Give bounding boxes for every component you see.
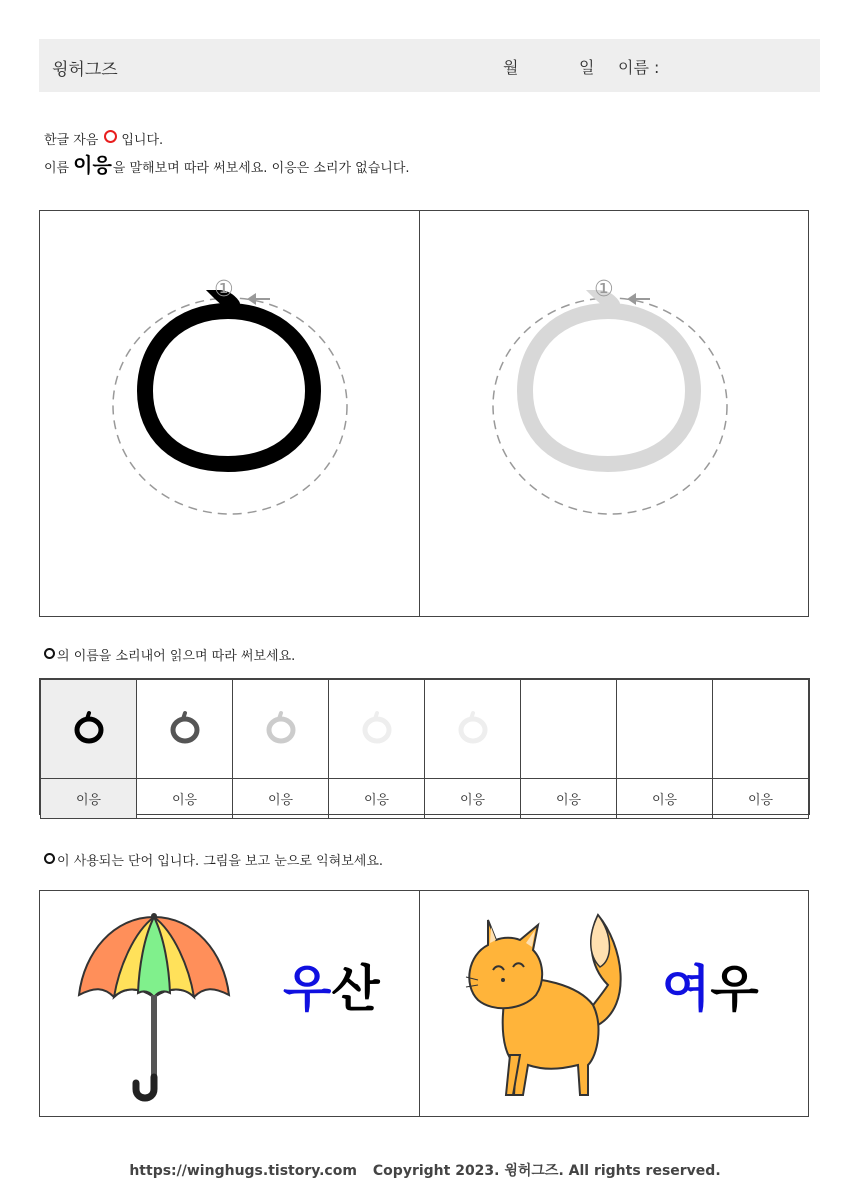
trace-solid-letter [40,211,419,616]
intro-prefix: 한글 자음 [44,133,99,148]
arrow-head-icon [627,293,636,305]
intro-line-2 [44,152,410,182]
footer-url: https://winghugs.tistory.com [129,1163,357,1179]
day-label: 일 [579,58,595,77]
words-divider [419,891,420,1116]
ieung-letter-icon [165,707,205,747]
word-umbrella [283,949,380,1021]
header-bar [39,39,820,92]
name-label: 이름 : [618,58,660,77]
words-panel [39,890,809,1117]
ieung-guide-stroke [525,311,693,464]
tracing-panel [39,210,809,617]
ieung-red-icon [104,130,117,143]
practice-label-4: 이응 [329,779,425,819]
word-highlight: 우 [283,960,332,1018]
word-highlight: 여 [662,960,711,1018]
practice-title-text: 의 이름을 소리내어 읽으며 따라 써보세요. [57,649,296,664]
practice-cell-1 [41,680,137,779]
ieung-small-icon [44,648,55,659]
intro2-prefix: 이름 [44,161,70,176]
practice-cell-7[interactable] [617,680,713,779]
practice-cell-2[interactable] [137,680,233,779]
ieung-letter-icon [261,707,301,747]
ieung-letter-icon [357,707,397,747]
word-rest: 산 [331,960,380,1018]
practice-cell-5[interactable] [425,680,521,779]
brand-name: 윙허그즈 [52,60,118,80]
practice-cell-6[interactable] [521,680,617,779]
word-rest: 우 [710,960,759,1018]
practice-label-8: 이응 [713,779,809,819]
practice-title [44,645,295,664]
ieung-stroke [145,311,313,464]
words-title-text: 이 사용되는 단어 입니다. 그림을 보고 눈으로 익혀보세요. [57,854,384,869]
intro-line-1 [44,129,163,148]
practice-label-5: 이응 [425,779,521,819]
practice-label-3: 이응 [233,779,329,819]
footer [0,1160,850,1180]
word-fox [662,949,759,1021]
practice-label-7: 이응 [617,779,713,819]
practice-cell-3[interactable] [233,680,329,779]
ieung-letter-icon [453,707,493,747]
practice-label-1: 이응 [41,779,137,819]
practice-grid [39,678,810,815]
arrow-head-icon [247,293,256,305]
fox-icon [448,905,638,1105]
ieung-small-icon [44,853,55,864]
ieung-letter-icon [69,707,109,747]
footer-copyright: Copyright 2023. 윙허그즈. All rights reserved. [372,1163,721,1179]
month-label: 월 [503,58,519,77]
umbrella-icon [74,907,234,1107]
practice-label-2: 이응 [137,779,233,819]
stroke-order-number: ① [594,277,614,302]
trace-guide-letter [420,211,808,616]
practice-label-6: 이응 [521,779,617,819]
practice-cell-4[interactable] [329,680,425,779]
stroke-order-number: ① [214,277,234,302]
words-title [44,850,383,869]
intro-suffix: 입니다. [121,133,164,148]
practice-cell-8[interactable] [713,680,809,779]
intro2-suffix: 을 말해보며 따라 써보세요. 이응은 소리가 없습니다. [112,161,410,176]
letter-name: 이응 [73,153,112,177]
